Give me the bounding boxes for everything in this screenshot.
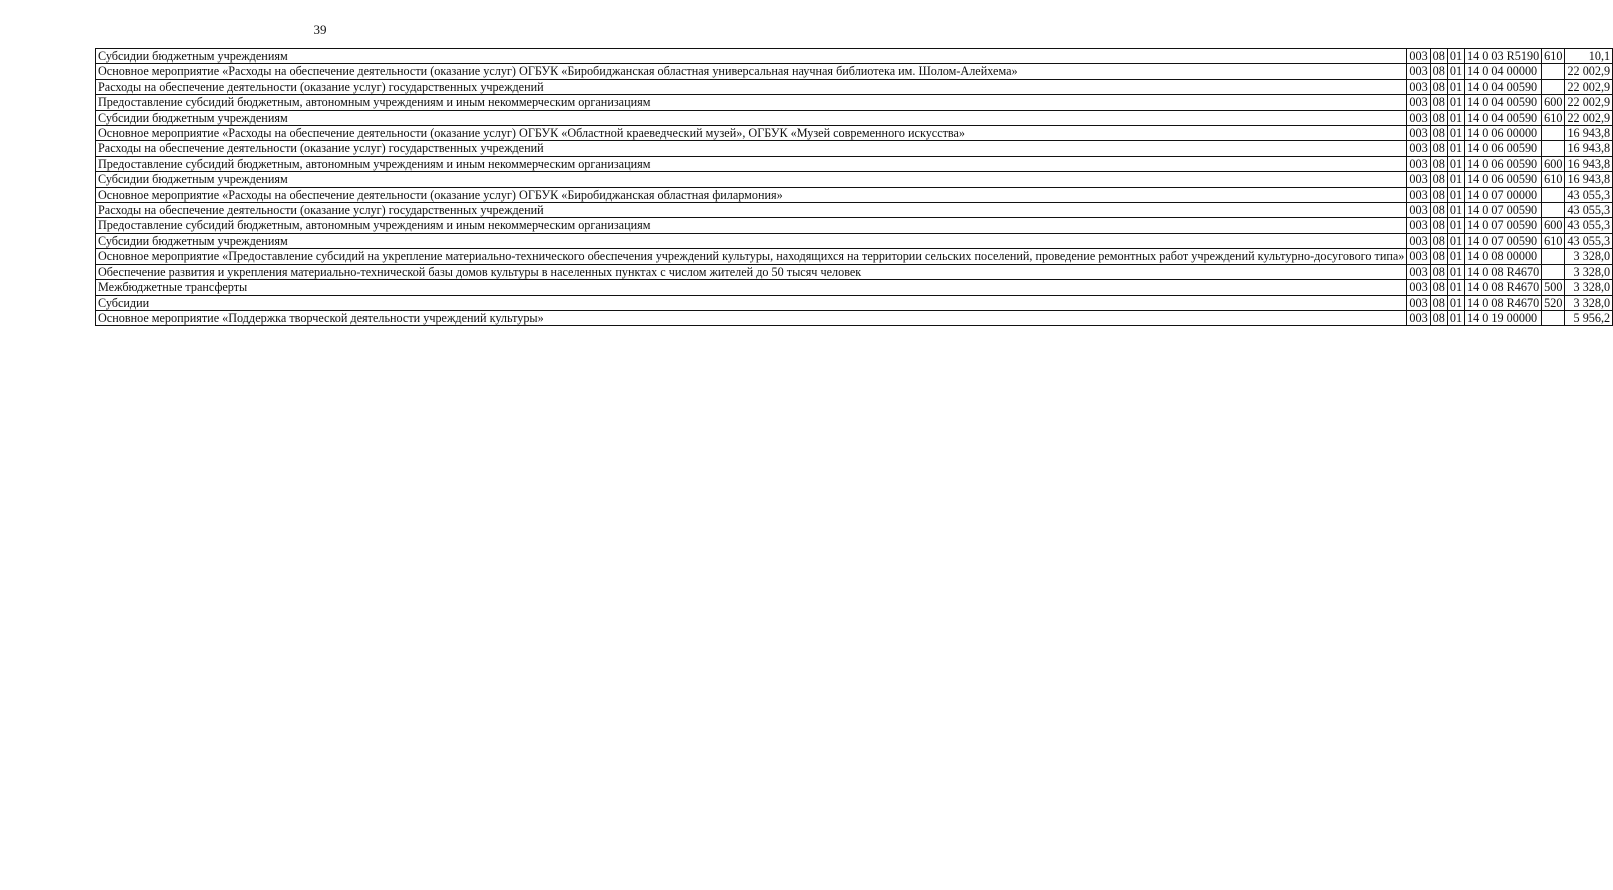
row-name: Основное мероприятие «Расходы на обеспечение деятельности (оказание услуг) ОГБУК «Биробиджанская областная универсальная научная библиотека им. Шолом-Алейхема»	[96, 64, 1407, 79]
row-vr: 610	[1542, 110, 1565, 125]
row-pr: 01	[1447, 156, 1464, 171]
row-vr	[1542, 79, 1565, 94]
row-ved: 003	[1407, 295, 1430, 310]
row-rz: 08	[1430, 310, 1447, 325]
row-csr: 14 0 06 00590	[1465, 141, 1542, 156]
table-row	[96, 141, 1613, 156]
row-vr	[1542, 141, 1565, 156]
table-row	[96, 280, 1613, 295]
row-csr: 14 0 04 00590	[1465, 95, 1542, 110]
row-rz: 08	[1430, 264, 1447, 279]
row-pr: 01	[1447, 172, 1464, 187]
table-row	[96, 233, 1613, 248]
row-sum: 43 055,3	[1565, 187, 1613, 202]
row-csr: 14 0 07 00590	[1465, 203, 1542, 218]
row-csr: 14 0 19 00000	[1465, 310, 1542, 325]
row-sum: 22 002,9	[1565, 110, 1613, 125]
row-name: Основное мероприятие «Расходы на обеспечение деятельности (оказание услуг) ОГБУК «Областной краеведческий музей», ОГБУК «Музей современного искусства»	[96, 126, 1407, 141]
row-csr: 14 0 07 00590	[1465, 218, 1542, 233]
row-ved: 003	[1407, 264, 1430, 279]
row-rz: 08	[1430, 141, 1447, 156]
row-vr: 600	[1542, 156, 1565, 171]
row-csr: 14 0 06 00590	[1465, 172, 1542, 187]
row-sum: 16 943,8	[1565, 141, 1613, 156]
row-sum: 10,1	[1565, 49, 1613, 64]
row-ved: 003	[1407, 110, 1430, 125]
table-row	[96, 295, 1613, 310]
row-ved: 003	[1407, 233, 1430, 248]
row-csr: 14 0 08 R4670	[1465, 280, 1542, 295]
table-row	[96, 79, 1613, 94]
table-row	[96, 49, 1613, 64]
row-vr	[1542, 64, 1565, 79]
row-vr	[1542, 187, 1565, 202]
table-row	[96, 64, 1613, 79]
row-csr: 14 0 06 00590	[1465, 156, 1542, 171]
row-pr: 01	[1447, 187, 1464, 202]
row-name: Субсидии	[96, 295, 1407, 310]
row-csr: 14 0 08 R4670	[1465, 295, 1542, 310]
row-rz: 08	[1430, 110, 1447, 125]
row-pr: 01	[1447, 295, 1464, 310]
row-vr: 520	[1542, 295, 1565, 310]
row-name: Субсидии бюджетным учреждениям	[96, 49, 1407, 64]
row-sum: 3 328,0	[1565, 249, 1613, 264]
row-sum: 22 002,9	[1565, 79, 1613, 94]
row-rz: 08	[1430, 233, 1447, 248]
row-sum: 43 055,3	[1565, 203, 1613, 218]
row-name: Субсидии бюджетным учреждениям	[96, 233, 1407, 248]
row-csr: 14 0 04 00000	[1465, 64, 1542, 79]
row-csr: 14 0 04 00590	[1465, 110, 1542, 125]
row-ved: 003	[1407, 280, 1430, 295]
row-ved: 003	[1407, 64, 1430, 79]
row-rz: 08	[1430, 64, 1447, 79]
row-pr: 01	[1447, 310, 1464, 325]
page-number: 39	[313, 22, 327, 37]
row-name: Расходы на обеспечение деятельности (оказание услуг) государственных учреждений	[96, 203, 1407, 218]
row-pr: 01	[1447, 203, 1464, 218]
row-pr: 01	[1447, 218, 1464, 233]
table-row	[96, 156, 1613, 171]
row-ved: 003	[1407, 172, 1430, 187]
table-row	[96, 126, 1613, 141]
row-rz: 08	[1430, 126, 1447, 141]
row-sum: 22 002,9	[1565, 95, 1613, 110]
row-name: Предоставление субсидий бюджетным, автономным учреждениям и иным некоммерческим организациям	[96, 218, 1407, 233]
row-csr: 14 0 03 R5190	[1465, 49, 1542, 64]
row-pr: 01	[1447, 49, 1464, 64]
row-sum: 3 328,0	[1565, 264, 1613, 279]
row-rz: 08	[1430, 295, 1447, 310]
row-name: Расходы на обеспечение деятельности (оказание услуг) государственных учреждений	[96, 79, 1407, 94]
row-rz: 08	[1430, 280, 1447, 295]
table-row	[96, 264, 1613, 279]
row-sum: 22 002,9	[1565, 64, 1613, 79]
row-name: Основное мероприятие «Поддержка творческой деятельности учреждений культуры»	[96, 310, 1407, 325]
row-pr: 01	[1447, 110, 1464, 125]
table-row	[96, 95, 1613, 110]
row-rz: 08	[1430, 249, 1447, 264]
row-sum: 43 055,3	[1565, 218, 1613, 233]
row-vr: 610	[1542, 49, 1565, 64]
row-vr	[1542, 249, 1565, 264]
row-sum: 16 943,8	[1565, 156, 1613, 171]
row-rz: 08	[1430, 218, 1447, 233]
table-row	[96, 172, 1613, 187]
row-pr: 01	[1447, 95, 1464, 110]
row-sum: 43 055,3	[1565, 233, 1613, 248]
row-name: Обеспечение развития и укрепления материально-технической базы домов культуры в населенных пунктах с числом жителей до 50 тысяч человек	[96, 264, 1407, 279]
table-row	[96, 203, 1613, 218]
row-sum: 3 328,0	[1565, 295, 1613, 310]
table-row	[96, 187, 1613, 202]
row-sum: 16 943,8	[1565, 172, 1613, 187]
row-vr	[1542, 264, 1565, 279]
row-name: Предоставление субсидий бюджетным, автономным учреждениям и иным некоммерческим организациям	[96, 95, 1407, 110]
row-rz: 08	[1430, 172, 1447, 187]
row-pr: 01	[1447, 79, 1464, 94]
row-csr: 14 0 07 00000	[1465, 187, 1542, 202]
budget-table	[95, 48, 1613, 326]
row-vr: 610	[1542, 233, 1565, 248]
row-csr: 14 0 08 00000	[1465, 249, 1542, 264]
row-rz: 08	[1430, 203, 1447, 218]
row-name: Межбюджетные трансферты	[96, 280, 1407, 295]
row-rz: 08	[1430, 156, 1447, 171]
row-ved: 003	[1407, 156, 1430, 171]
row-pr: 01	[1447, 249, 1464, 264]
row-sum: 16 943,8	[1565, 126, 1613, 141]
row-name: Расходы на обеспечение деятельности (оказание услуг) государственных учреждений	[96, 141, 1407, 156]
row-vr: 600	[1542, 95, 1565, 110]
row-name: Субсидии бюджетным учреждениям	[96, 172, 1407, 187]
row-pr: 01	[1447, 64, 1464, 79]
row-name: Предоставление субсидий бюджетным, автономным учреждениям и иным некоммерческим организациям	[96, 156, 1407, 171]
row-vr	[1542, 126, 1565, 141]
row-rz: 08	[1430, 79, 1447, 94]
row-pr: 01	[1447, 264, 1464, 279]
row-rz: 08	[1430, 187, 1447, 202]
row-ved: 003	[1407, 126, 1430, 141]
table-row	[96, 110, 1613, 125]
table-row	[96, 310, 1613, 325]
row-name: Основное мероприятие «Предоставление субсидий на укрепление материально-технического обеспечения учреждений культуры, находящихся на территории сельских поселений, проведение ремонтных работ учреждений культурно-досугового типа»	[96, 249, 1407, 264]
row-pr: 01	[1447, 280, 1464, 295]
row-rz: 08	[1430, 49, 1447, 64]
row-ved: 003	[1407, 218, 1430, 233]
row-vr: 600	[1542, 218, 1565, 233]
row-csr: 14 0 04 00590	[1465, 79, 1542, 94]
row-csr: 14 0 07 00590	[1465, 233, 1542, 248]
table-row	[96, 218, 1613, 233]
row-ved: 003	[1407, 203, 1430, 218]
row-ved: 003	[1407, 310, 1430, 325]
row-ved: 003	[1407, 141, 1430, 156]
row-sum: 3 328,0	[1565, 280, 1613, 295]
row-pr: 01	[1447, 233, 1464, 248]
row-pr: 01	[1447, 126, 1464, 141]
row-name: Основное мероприятие «Расходы на обеспечение деятельности (оказание услуг) ОГБУК «Биробиджанская областная филармония»	[96, 187, 1407, 202]
row-csr: 14 0 06 00000	[1465, 126, 1542, 141]
row-vr	[1542, 203, 1565, 218]
row-vr	[1542, 310, 1565, 325]
row-vr: 500	[1542, 280, 1565, 295]
row-pr: 01	[1447, 141, 1464, 156]
row-ved: 003	[1407, 187, 1430, 202]
row-ved: 003	[1407, 95, 1430, 110]
row-sum: 5 956,2	[1565, 310, 1613, 325]
row-vr: 610	[1542, 172, 1565, 187]
row-name: Субсидии бюджетным учреждениям	[96, 110, 1407, 125]
row-ved: 003	[1407, 79, 1430, 94]
row-ved: 003	[1407, 49, 1430, 64]
table-row	[96, 249, 1613, 264]
row-ved: 003	[1407, 249, 1430, 264]
row-csr: 14 0 08 R4670	[1465, 264, 1542, 279]
row-rz: 08	[1430, 95, 1447, 110]
